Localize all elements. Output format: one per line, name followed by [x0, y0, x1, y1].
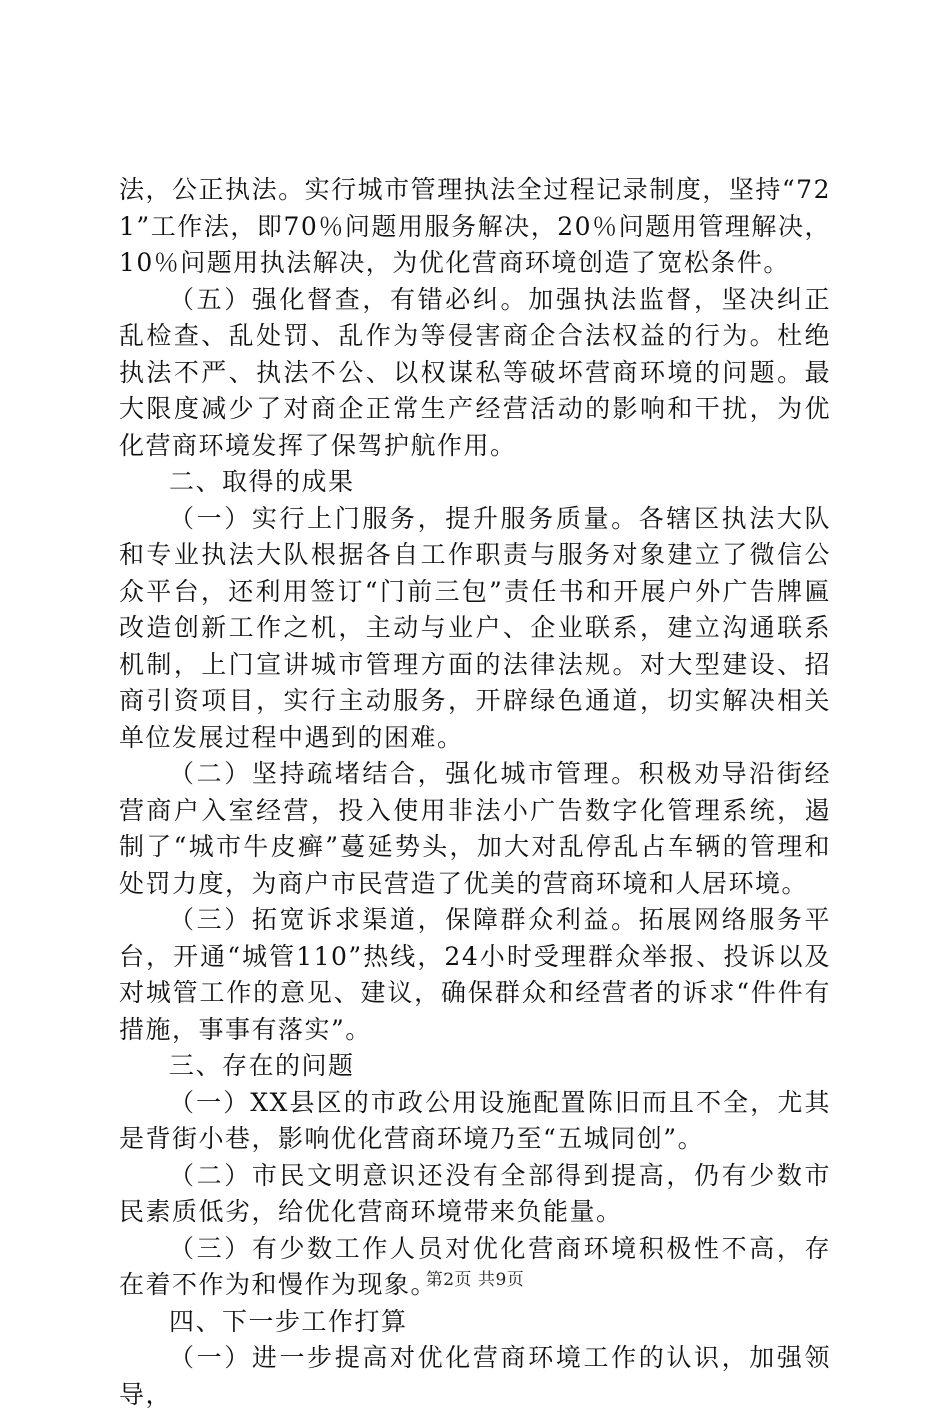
- paragraph: （二）市民文明意识还没有全部得到提高，仍有少数市民素质低劣，给优化营商环境带来负能量。: [119, 1160, 831, 1226]
- paragraph: 法，公正执法。实行城市管理执法全过程记录制度，坚持“721”工作法，即70％问题用服务解决，20％问题用管理解决，10％问题用执法解决，为优化营商环境创造了宽松条件。: [119, 175, 831, 277]
- paragraph: （五）强化督查，有错必纠。加强执法监督，坚决纠正乱检查、乱处罚、乱作为等侵害商企合法权益的行为。杜绝执法不严、执法不公、以权谋私等破坏营商环境的问题。最大限度减少了对商企正常生产经营活动的影响和干扰，为优化营商环境发挥了保驾护航作用。: [119, 284, 831, 460]
- paragraph: （二）坚持疏堵结合，强化城市管理。积极劝导沿街经营商户入室经营，投入使用非法小广告数字化管理系统，遏制了“城市牛皮癣”蔓延势头，加大对乱停乱占车辆的管理和处罚力度，为商户市民营造了优美的营商环境和人居环境。: [119, 759, 831, 898]
- section-heading: 二、取得的成果: [169, 467, 355, 496]
- section-heading: 三、存在的问题: [169, 1051, 355, 1080]
- section-heading: 四、下一步工作打算: [169, 1306, 408, 1336]
- paragraph: （三）有少数工作人员对优化营商环境积极性不高，存在着不作为和慢作为现象。: [119, 1233, 831, 1299]
- paragraph: （一）进一步提高对优化营商环境工作的认识，加强领导，: [119, 1343, 831, 1409]
- paragraph: （一）XX县区的市政公用设施配置陈旧而且不全，尤其是背街小巷，影响优化营商环境乃至“五城同创”。: [119, 1087, 831, 1153]
- paragraph: （三）拓宽诉求渠道，保障群众利益。拓展网络服务平台，开通“城管110”热线，24小时受理群众举报、投诉以及对城管工作的意见、建议，确保群众和经营者的诉求“件件有措施，事事有落实”。: [119, 905, 831, 1044]
- page-number-footer: 第2页 共9页: [425, 1270, 525, 1290]
- paragraph: （一）实行上门服务，提升服务质量。各辖区执法大队和专业执法大队根据各自工作职责与服务对象建立了微信公众平台，还利用签订“门前三包”责任书和开展户外广告牌匾改造创新工作之机，主动与业户、企业联系，建立沟通联系机制，上门宣讲城市管理方面的法律法规。对大型建设、招商引资项目，实行主动服务，开辟绿色通道，切实解决相关单位发展过程中遇到的困难。: [119, 503, 831, 752]
- document-body: [119, 172, 831, 1413]
